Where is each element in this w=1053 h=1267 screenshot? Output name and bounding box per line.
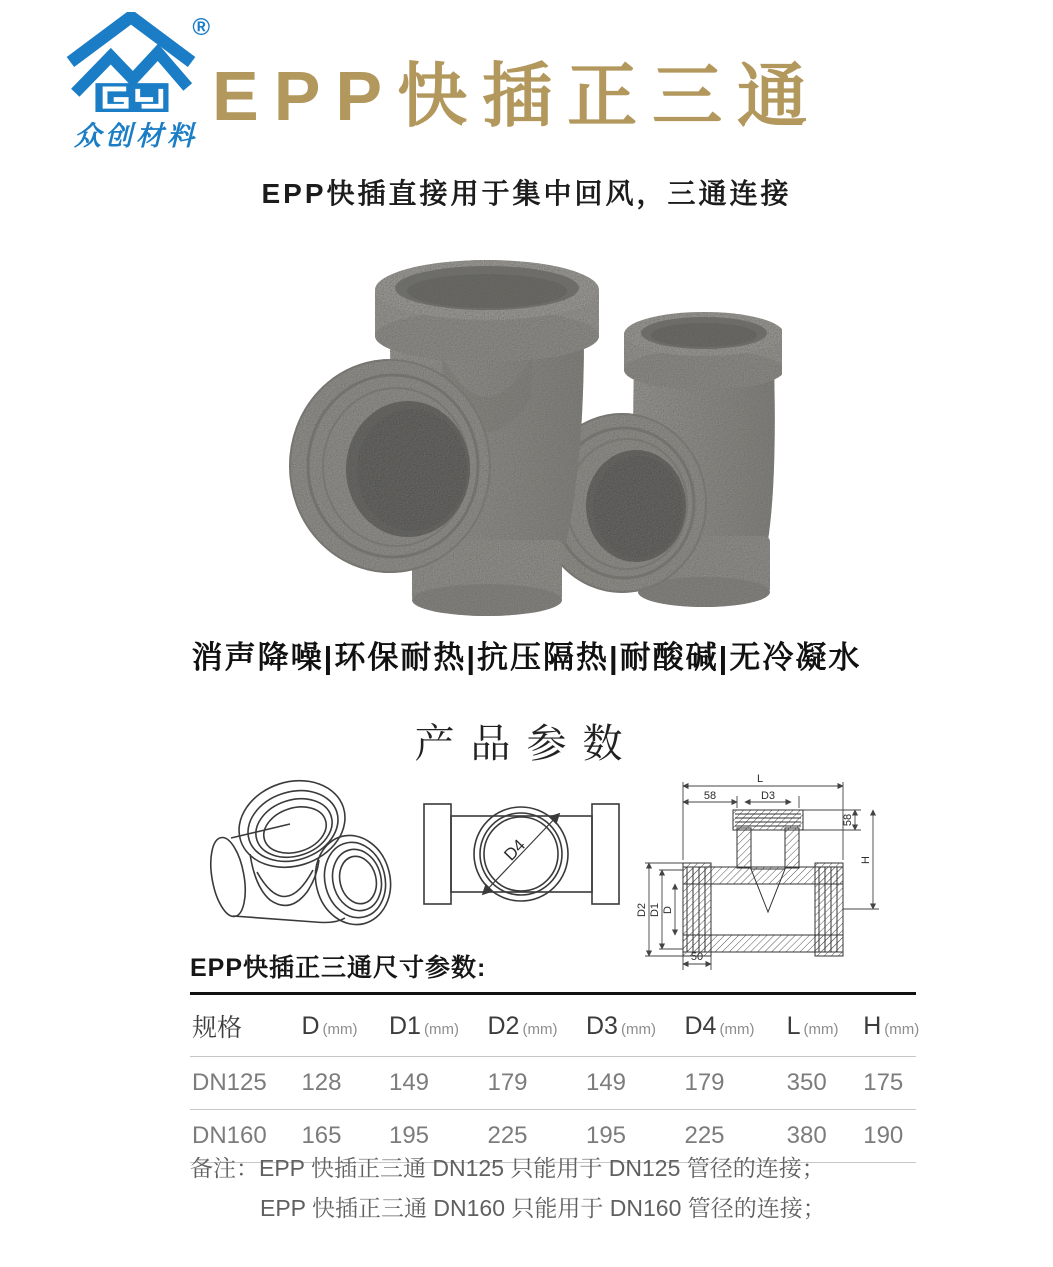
cell-spec: DN125 <box>192 1069 267 1096</box>
large-tee-fitting <box>290 260 599 616</box>
brand-logo <box>56 12 216 162</box>
col-header-d4: D4 (mm) <box>684 1011 755 1040</box>
registered-trademark-icon: ® <box>192 14 210 41</box>
cell-h: 190 <box>863 1122 904 1149</box>
remark-line-1: 备注：EPP 快插正三通 DN125 只能用于 DN125 管径的连接； <box>190 1155 825 1181</box>
page-title: EPP快插正三通 <box>212 57 823 135</box>
remarks <box>190 1148 826 1228</box>
dim-58-right: 58 <box>842 813 854 827</box>
col-header-d2: D2 (mm) <box>487 1011 558 1040</box>
cell-d: 128 <box>301 1069 342 1096</box>
tee-section-drawing <box>633 772 885 972</box>
house-logo-icon <box>56 12 206 112</box>
col-header-d1: D1 (mm) <box>388 1011 459 1040</box>
feature-list: 消声降噪|环保耐热|抗压隔热|耐酸碱|无冷凝水 <box>191 640 862 675</box>
cell-d4: 179 <box>684 1069 725 1096</box>
col-header-h: H (mm) <box>863 1011 920 1040</box>
col-header-d: D (mm) <box>301 1011 358 1040</box>
cell-d1: 195 <box>388 1122 430 1149</box>
technical-drawings <box>195 772 885 967</box>
cell-d2: 225 <box>487 1122 528 1149</box>
cell-d3: 149 <box>585 1069 627 1096</box>
cell-d: 165 <box>301 1122 342 1149</box>
cell-l: 350 <box>786 1069 827 1096</box>
cell-d4: 225 <box>684 1122 725 1149</box>
cell-spec: DN160 <box>192 1122 267 1149</box>
table-row-dn125 <box>190 1057 916 1110</box>
dim-58-top: 58 <box>703 790 717 802</box>
dim-H: H <box>860 856 872 864</box>
d4-dimension-label: D4 <box>500 835 530 865</box>
cell-d2: 179 <box>487 1069 528 1096</box>
page-subtitle: EPP快插直接用于集中回风，三通连接 <box>261 178 792 209</box>
dim-D1: D1 <box>649 902 661 918</box>
product-photo <box>272 238 782 628</box>
tee-top-view-drawing <box>419 772 624 937</box>
cell-d1: 149 <box>388 1069 430 1096</box>
col-header-d3: D3 (mm) <box>585 1011 656 1040</box>
tee-isometric-drawing <box>195 772 410 947</box>
dim-D2: D2 <box>636 902 648 918</box>
dim-D3: D3 <box>760 790 776 802</box>
dim-D: D <box>662 906 674 914</box>
cell-l: 380 <box>786 1122 827 1149</box>
dim-50: 50 <box>690 951 704 963</box>
table-header-row <box>190 994 916 1057</box>
params-section-title: 产品参数 <box>414 722 639 766</box>
remark-line-2: EPP 快插正三通 DN160 只能用于 DN160 管径的连接； <box>260 1195 826 1221</box>
spec-table <box>190 992 920 1163</box>
brand-name: 众创材料 <box>74 121 198 151</box>
cell-h: 175 <box>863 1069 904 1096</box>
spec-table-title: EPP快插正三通尺寸参数: <box>190 954 487 982</box>
dim-L: L <box>756 773 764 785</box>
col-header-l: L (mm) <box>786 1011 839 1040</box>
epp-tee-fittings-image <box>272 238 782 628</box>
col-header-spec: 规格 <box>192 1014 243 1042</box>
cell-d3: 195 <box>585 1122 627 1149</box>
